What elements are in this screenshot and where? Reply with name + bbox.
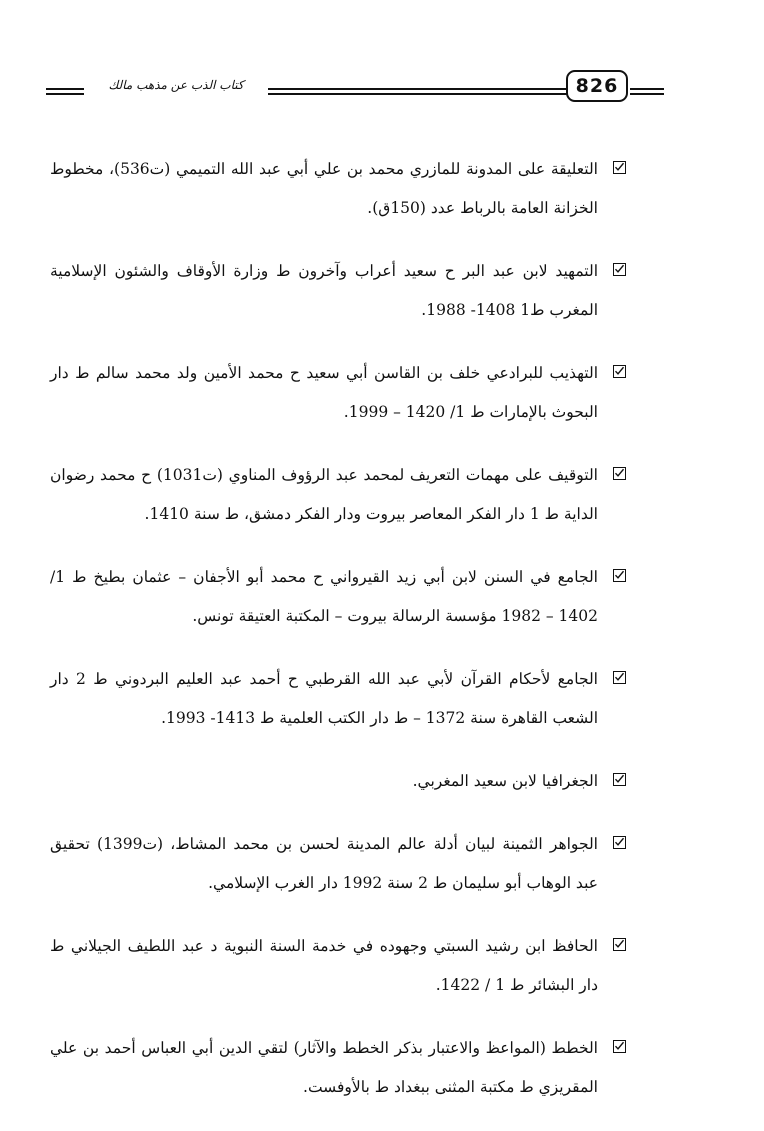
bibliography-entry	[50, 927, 626, 1005]
page-number: 826	[566, 70, 628, 102]
bibliography-entry	[50, 558, 626, 636]
entry-text: التوقيف على مهمات التعريف لمحمد عبد الرؤوف المناوي (ت1031) ح محمد رضوان الداية ط 1 دار الفكر المعاصر بيروت ودار الفكر دمشق، ط سنة 1410.	[50, 466, 598, 523]
running-title: كتاب الذب عن مذهب مالك	[108, 78, 244, 92]
checkbox-checked-icon	[613, 1040, 626, 1053]
checkbox-checked-icon	[613, 938, 626, 951]
checkbox-checked-icon	[613, 467, 626, 480]
checkbox-checked-icon	[613, 671, 626, 684]
entry-text: التهذيب للبرادعي خلف بن القاسن أبي سعيد ح محمد الأمين ولد محمد سالم ط دار البحوث بالإمارات ط 1/ 1420 – 1999.	[50, 364, 598, 421]
entry-text: الجواهر الثمينة لبيان أدلة عالم المدينة لحسن بن محمد المشاط، (ت1399) تحقيق عبد الوهاب أبو سليمان ط 2 سنة 1992 دار الغرب الإسلامي.	[50, 835, 598, 892]
checkbox-checked-icon	[613, 836, 626, 849]
header-rule-left	[46, 88, 84, 95]
bibliography-entry	[50, 762, 626, 801]
bibliography-list	[50, 150, 700, 1131]
entry-text: الجغرافيا لابن سعيد المغربي.	[412, 772, 598, 790]
entry-text: الحافظ ابن رشيد السبتي وجهوده في خدمة السنة النبوية د عبد اللطيف الجيلاني ط دار البشائر ط 1 / 1422.	[50, 937, 598, 994]
bibliography-entry	[50, 825, 626, 903]
checkbox-checked-icon	[613, 773, 626, 786]
bibliography-entry	[50, 150, 626, 228]
bibliography-entry	[50, 252, 626, 330]
entry-text: الجامع لأحكام القرآن لأبي عبد الله القرطبي ح أحمد عبد العليم البردوني ط 2 دار الشعب القاهرة سنة 1372 – ط دار الكتب العلمية ط 1413- 1993.	[50, 670, 598, 727]
entry-text: التمهيد لابن عبد البر ح سعيد أعراب وآخرون ط وزارة الأوقاف والشئون الإسلامية المغرب ط1 1408- 1988.	[50, 262, 598, 319]
checkbox-checked-icon	[613, 365, 626, 378]
bibliography-entry	[50, 456, 626, 534]
entry-text: التعليقة على المدونة للمازري محمد بن علي أبي عبد الله التميمي (ت536)، مخطوط الخزانة العامة بالرباط عدد (150ق).	[50, 160, 598, 217]
checkbox-checked-icon	[613, 569, 626, 582]
page-header	[0, 64, 764, 116]
header-rule-right	[630, 88, 664, 95]
header-rule-middle	[268, 88, 568, 95]
bibliography-entry	[50, 354, 626, 432]
checkbox-checked-icon	[613, 161, 626, 174]
entry-text: الخطط (المواعظ والاعتبار بذكر الخطط والآثار) لتقي الدين أبي العباس أحمد بن علي المقريزي ط مكتبة المثنى ببغداد ط بالأوفست.	[50, 1039, 598, 1096]
checkbox-checked-icon	[613, 263, 626, 276]
bibliography-entry	[50, 660, 626, 738]
bibliography-entry	[50, 1029, 626, 1107]
entry-text: الجامع في السنن لابن أبي زيد القيرواني ح محمد أبو الأجفان – عثمان بطيخ ط 1/ 1402 – 1982 مؤسسة الرسالة بيروت – المكتبة العتيقة تونس.	[50, 568, 598, 625]
